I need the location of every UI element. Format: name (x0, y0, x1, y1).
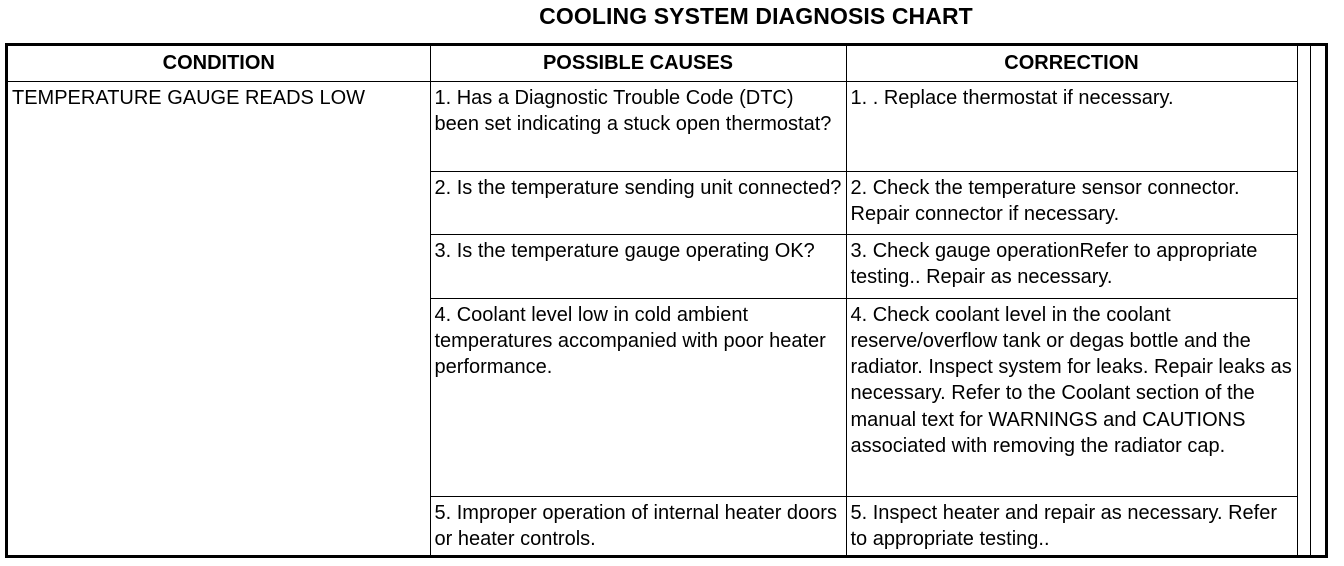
column-header-correction: CORRECTION (846, 46, 1297, 81)
cause-cell: 3. Is the temperature gauge operating OK? (430, 234, 846, 298)
table-row (8, 81, 1297, 171)
diagnosis-chart (5, 43, 1328, 558)
condition-cell: TEMPERATURE GAUGE READS LOW (8, 81, 430, 555)
chart-title: COOLING SYSTEM DIAGNOSIS CHART (539, 3, 973, 29)
correction-cell: 4. Check coolant level in the coolant reserve/overflow tank or degas bottle and the radiator. Inspect system for leaks. Repair leaks as necessary. Refer to the Coolant section of the manual text for WARNINGS and CAUTIONS associated with removing the radiator cap. (846, 298, 1297, 496)
correction-cell: 2. Check the temperature sensor connector. Repair connector if necessary. (846, 171, 1297, 234)
column-header-possible-causes: POSSIBLE CAUSES (430, 46, 846, 81)
column-header-condition: CONDITION (8, 46, 430, 81)
cause-cell: 4. Coolant level low in cold ambient temperatures accompanied with poor heater performance. (430, 298, 846, 496)
cause-cell: 1. Has a Diagnostic Trouble Code (DTC) been set indicating a stuck open thermostat? (430, 81, 846, 171)
cause-cell: 2. Is the temperature sending unit connected? (430, 171, 846, 234)
correction-cell: 1. . Replace thermostat if necessary. (846, 81, 1297, 171)
correction-cell: 3. Check gauge operationRefer to appropriate testing.. Repair as necessary. (846, 234, 1297, 298)
revision-column-divider (1310, 46, 1311, 555)
correction-cell: 5. Inspect heater and repair as necessary. Refer to appropriate testing.. (846, 496, 1297, 555)
table-header-row (8, 46, 1297, 81)
revision-column-divider (1297, 46, 1298, 555)
diagnosis-table (8, 46, 1298, 556)
cause-cell: 5. Improper operation of internal heater doors or heater controls. (430, 496, 846, 555)
